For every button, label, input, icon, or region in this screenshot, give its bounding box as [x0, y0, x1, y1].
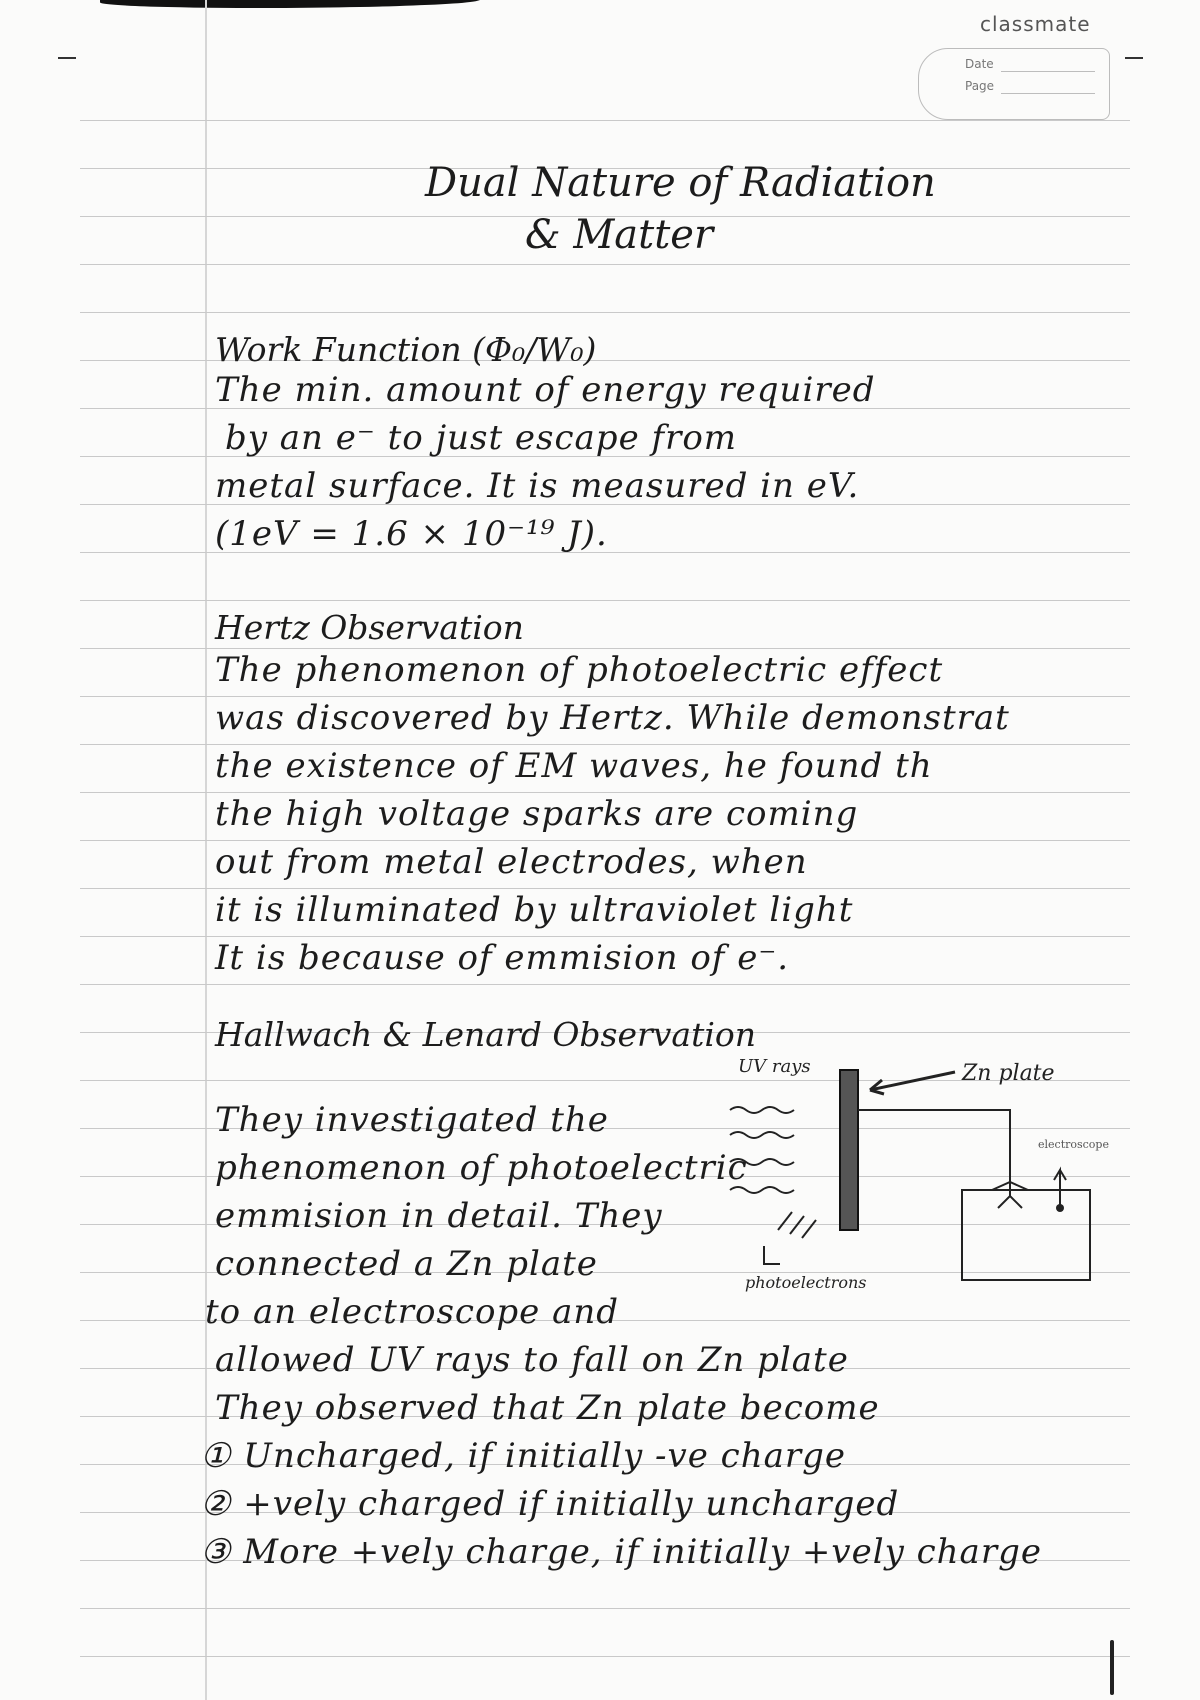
brand-logo: classmate: [980, 12, 1091, 36]
hertz-line: the high voltage sparks are coming: [215, 794, 859, 834]
hallwach-point: ① Uncharged, if initially -ve charge: [200, 1436, 847, 1476]
page-label: Page: [965, 79, 995, 93]
ruled-line: [80, 600, 1130, 601]
ruled-line: [80, 1656, 1130, 1657]
date-line: [1001, 71, 1095, 72]
photoelectrons-label: photoelectrons: [745, 1273, 867, 1292]
hallwach-line: connected a Zn plate: [215, 1244, 598, 1284]
ruled-line: [80, 936, 1130, 937]
ruled-line: [80, 312, 1130, 313]
electroscope-label: electroscope: [1038, 1138, 1109, 1151]
date-label: Date: [965, 57, 994, 71]
ruled-line: [80, 1608, 1130, 1609]
electroscope-leaves: [992, 1182, 1028, 1208]
edge-mark-left: [58, 57, 76, 59]
electroscope-box: [962, 1190, 1090, 1280]
hallwach-line: phenomenon of photoelectric: [215, 1148, 748, 1188]
page-line: [1001, 93, 1095, 94]
hallwach-heading: Hallwach & Lenard Observation: [215, 1015, 757, 1054]
page-title-line1: Dual Nature of Radiation: [425, 160, 936, 206]
hallwach-line: They investigated the: [215, 1100, 609, 1140]
electroscope-pointer: [1054, 1170, 1066, 1205]
hallwach-line: to an electroscope and: [205, 1292, 620, 1332]
work-function-line: The min. amount of energy required: [215, 370, 876, 410]
work-function-line: by an e⁻ to just escape from: [225, 418, 738, 458]
connecting-wire: [858, 1110, 1010, 1190]
hertz-line: The phenomenon of photoelectric effect: [215, 650, 944, 690]
hertz-line: was discovered by Hertz. While demonstrat: [215, 698, 1010, 738]
ruled-line: [80, 120, 1130, 121]
hallwach-point: ② +vely charged if initially uncharged: [200, 1484, 900, 1524]
hallwach-line: allowed UV rays to fall on Zn plate: [215, 1340, 849, 1380]
ruled-line: [80, 984, 1130, 985]
uv-rays-label: UV rays: [738, 1056, 811, 1077]
work-function-line: (1eV = 1.6 × 10⁻¹⁹ J).: [215, 514, 608, 554]
zn-plate-label: Zn plate: [962, 1061, 1055, 1086]
ruled-line: [80, 840, 1130, 841]
work-function-heading: Work Function (Φ₀/W₀): [215, 330, 597, 369]
uv-rays: [730, 1107, 794, 1193]
photoelectron-lines: [778, 1212, 816, 1238]
hertz-heading: Hertz Observation: [215, 608, 524, 647]
hallwach-line: emmision in detail. They: [215, 1196, 663, 1236]
date-page-box: [918, 48, 1110, 120]
corner-mark: [1110, 1640, 1114, 1695]
ruled-line: [80, 744, 1130, 745]
hallwach-line: They observed that Zn plate become: [215, 1388, 880, 1428]
ruled-line: [80, 264, 1130, 265]
ruled-line: [80, 696, 1130, 697]
photoelectron-pointer: [764, 1246, 780, 1264]
hallwach-point: ③ More +vely charge, if initially +vely charge: [200, 1532, 1042, 1572]
page-title-line2: & Matter: [525, 212, 714, 258]
ruled-line: [80, 648, 1130, 649]
photoelectric-diagram: [700, 1050, 1120, 1300]
zn-plate: [840, 1070, 858, 1230]
hertz-line: the existence of EM waves, he found th: [215, 746, 933, 786]
hertz-line: It is because of emmision of e⁻.: [215, 938, 790, 978]
edge-mark-right: [1125, 57, 1143, 59]
hertz-line: out from metal electrodes, when: [215, 842, 808, 882]
hertz-line: it is illuminated by ultraviolet light: [215, 890, 854, 930]
ruled-line: [80, 888, 1130, 889]
work-function-line: metal surface. It is measured in eV.: [215, 466, 860, 506]
page-shadow: [100, 0, 480, 8]
ruled-line: [80, 792, 1130, 793]
